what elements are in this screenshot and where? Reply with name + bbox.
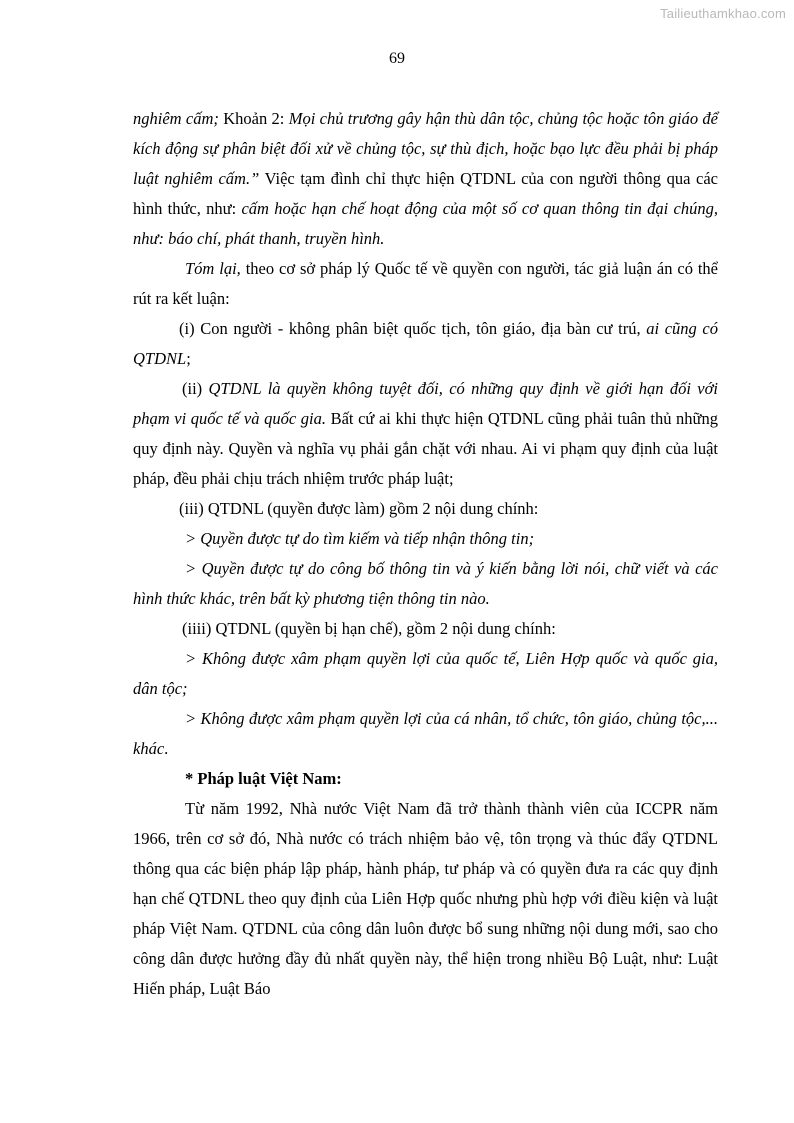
text: Bất cứ ai khi thực hiện QTDNL cũng phải tuân thủ những quy định này. Quyền và nghĩa vụ phải gắn chặt với nhau. Ai vi phạm quy định của luật pháp, đều phải chịu trách nhiệm trước pháp luật; — [133, 409, 718, 488]
quote-text: Mọi chủ trương gây hận thù dân tộc, chủng tộc hoặc tôn giáo để kích động sự phân biệt đối xử về chủng tộc, sự thù địch, hoặc bạo lực đều phải bị pháp luật nghiêm cấm.” — [133, 109, 718, 188]
text: (i) Con người - không phân biệt quốc tịch, tôn giáo, địa bàn cư trú, — [179, 319, 647, 338]
conclusion-item-2 — [133, 374, 718, 494]
italic-text: ai cũng có QTDNL — [133, 319, 718, 368]
sub-item — [133, 554, 718, 614]
page-number: 69 — [389, 50, 405, 67]
conclusion-item-4: (iiii) QTDNL (quyền bị hạn chế), gồm 2 nội dung chính: — [182, 619, 556, 638]
text: ; — [186, 349, 191, 368]
italic-text: QTDNL là quyền không tuyệt đối, có những quy định về giới hạn đối với phạm vi quốc tế và quốc gia. — [133, 379, 718, 428]
text: . — [164, 739, 169, 758]
text: theo cơ sở pháp lý Quốc tế về quyền con người, tác giả luận án có thể rút ra kết luận: — [133, 259, 719, 308]
text: (ii) — [182, 379, 209, 398]
sub-item — [133, 644, 718, 704]
italic-text: > Quyền được tự do tìm kiếm và tiếp nhận thông tin; — [185, 529, 535, 548]
italic-text: Tóm lại, — [185, 259, 241, 278]
watermark: Tailieuthamkhao.com — [660, 6, 786, 21]
sub-item — [133, 524, 718, 554]
italic-text: cấm hoặc hạn chế hoạt động của một số cơ quan thông tin đại chúng, như: báo chí, phát thanh, truyền hình. — [133, 199, 718, 248]
italic-text: > Quyền được tự do công bố thông tin và ý kiến bằng lời nói, chữ viết và các hình thức khác, trên bất kỳ phương tiện thông tin nào. — [133, 559, 718, 608]
paragraph-vietnam-law: Từ năm 1992, Nhà nước Việt Nam đã trở thành thành viên của ICCPR năm 1966, trên cơ sở đó, Nhà nước có trách nhiệm bảo vệ, tôn trọng và thúc đẩy QTDNL thông qua các biện pháp lập pháp, hành pháp, tư pháp và có quyền đưa ra các quy định hạn chế QTDNL theo quy định của Liên Hợp quốc nhưng phù hợp với điều kiện và luật pháp Việt Nam. QTDNL của công dân luôn được bổ sung những nội dung mới, sao cho công dân được hưởng đầy đủ nhất quyền này, thể hiện trong nhiều Bộ Luật, như: Luật Hiến pháp, Luật Báo — [133, 799, 718, 998]
conclusion-item-1 — [133, 314, 718, 374]
italic-text: > Không được xâm phạm quyền lợi của quốc tế, Liên Hợp quốc và quốc gia, dân tộc; — [133, 649, 718, 698]
text: Khoản 2: — [218, 109, 289, 128]
paragraph-1 — [133, 104, 718, 254]
conclusion-item-3: (iii) QTDNL (quyền được làm) gồm 2 nội dung chính: — [179, 499, 539, 518]
paragraph-2 — [133, 254, 718, 314]
italic-text: nghiêm cấm; — [133, 109, 219, 128]
document-body — [133, 104, 718, 1004]
sub-item — [133, 704, 718, 764]
text: Việc tạm đình chỉ thực hiện QTDNL của con người thông qua các hình thức, như: — [133, 169, 718, 218]
italic-text: > Không được xâm phạm quyền lợi của cá nhân, tổ chức, tôn giáo, chủng tộc,... khác — [133, 709, 718, 758]
section-heading: * Pháp luật Việt Nam: — [185, 769, 342, 788]
